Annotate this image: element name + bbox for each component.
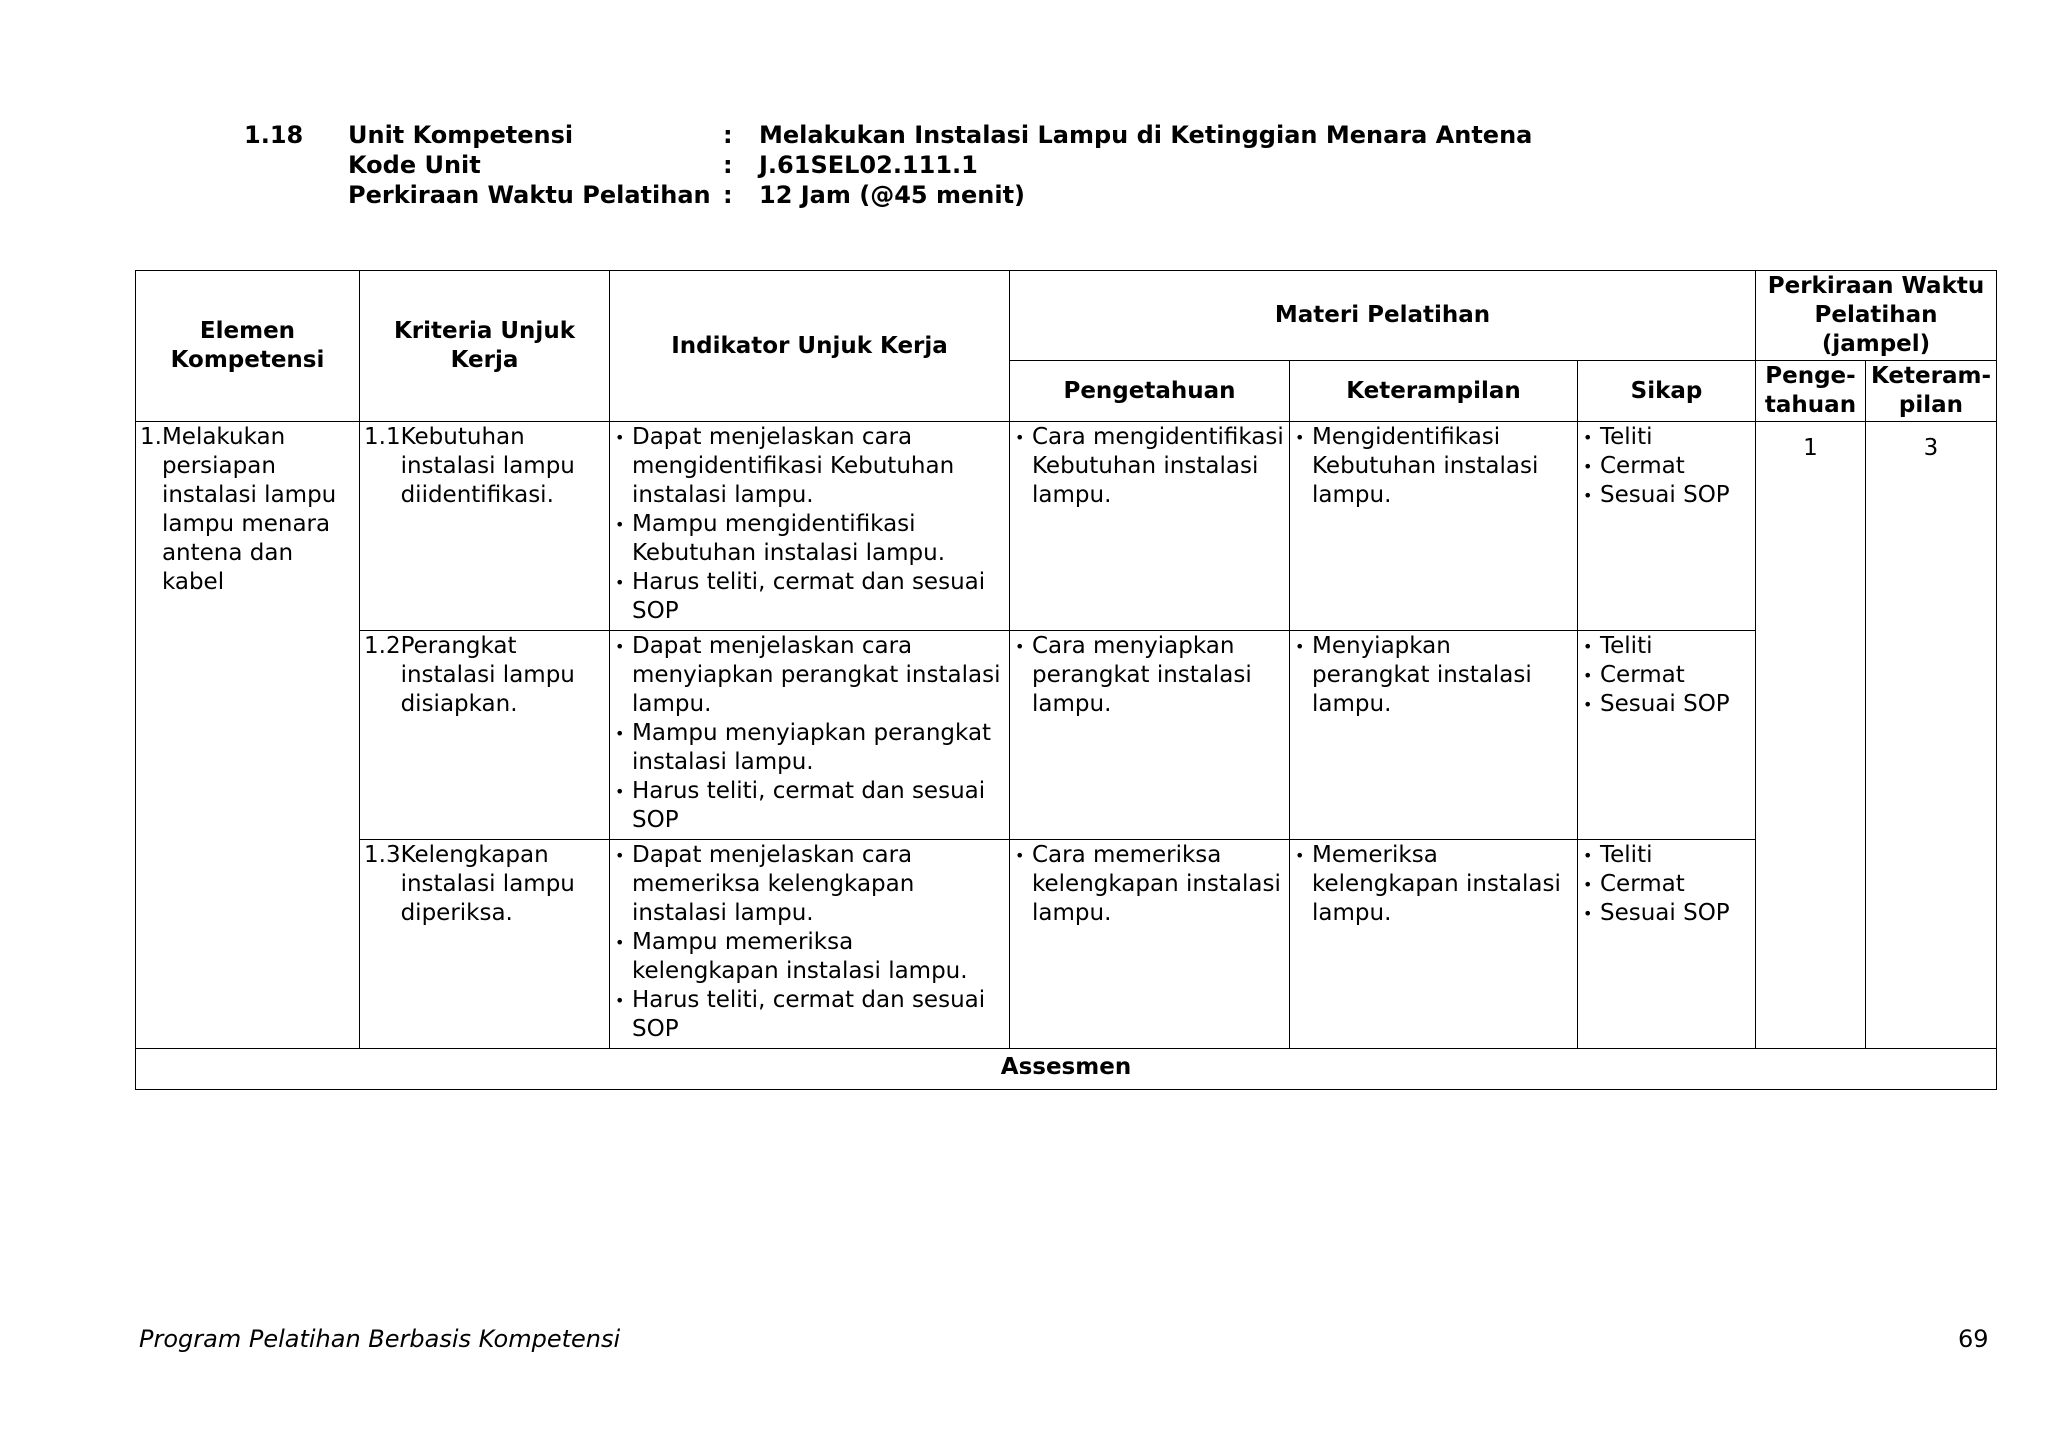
keterampilan-cell [1290, 422, 1578, 631]
kriteria-text: Kelengkapan instalasi lampu diperiksa. [400, 842, 575, 926]
kriteria-text: Perangkat instalasi lampu disiapkan. [400, 633, 575, 717]
list-item: • Harus teliti, cermat dan sesuai SOP [614, 568, 1005, 626]
header-waktu: Perkiraan Waktu Pelatihan (jampel) [1756, 271, 1997, 361]
element-cell [136, 422, 360, 1049]
list-item: • Dapat menjelaskan cara mengidentifikasi Kebutuhan instalasi lampu. [614, 423, 1005, 510]
list-item: • Harus teliti, cermat dan sesuai SOP [614, 777, 1005, 835]
list-item: • Cermat [1582, 870, 1751, 899]
kriteria-text: Kebutuhan instalasi lampu diidentifikasi. [400, 424, 575, 508]
header-value: J.61SEL02.111.1 [759, 151, 978, 179]
list-item: • Mampu memeriksa kelengkapan instalasi lampu. [614, 928, 1005, 986]
assesmen-row: Assesmen [136, 1049, 1997, 1090]
list-item: • Memeriksa kelengkapan instalasi lampu. [1294, 841, 1573, 928]
kriteria-cell [360, 840, 610, 1049]
header-label: Perkiraan Waktu Pelatihan [348, 181, 711, 209]
page-number: 69 [1958, 1325, 1989, 1353]
header-colon: : [723, 151, 733, 179]
list-item: • Dapat menjelaskan cara memeriksa kelengkapan instalasi lampu. [614, 841, 1005, 928]
header-keterampilan: Keterampilan [1290, 361, 1578, 422]
list-item: • Mampu mengidentifikasi Kebutuhan instalasi lampu. [614, 510, 1005, 568]
list-item: • Mengidentifikasi Kebutuhan instalasi lampu. [1294, 423, 1573, 510]
unit-number: 1.18 [244, 121, 304, 149]
list-item: • Mampu menyiapkan perangkat instalasi lampu. [614, 719, 1005, 777]
table-row [136, 422, 1997, 631]
header-value: Melakukan Instalasi Lampu di Ketinggian Menara Antena [759, 121, 1533, 149]
sikap-cell [1578, 840, 1756, 1049]
list-item: • Cermat [1582, 452, 1751, 481]
indikator-cell [610, 840, 1010, 1049]
pengetahuan-cell [1010, 631, 1290, 840]
kriteria-cell [360, 631, 610, 840]
list-item: • Menyiapkan perangkat instalasi lampu. [1294, 632, 1573, 719]
list-item: • Dapat menjelaskan cara menyiapkan perangkat instalasi lampu. [614, 632, 1005, 719]
list-item: • Teliti [1582, 632, 1751, 661]
list-item: • Cara menyiapkan perangkat instalasi lampu. [1014, 632, 1285, 719]
header-row-kode [244, 150, 1532, 180]
header-pengetahuan: Pengetahuan [1010, 361, 1290, 422]
list-item: • Harus teliti, cermat dan sesuai SOP [614, 986, 1005, 1044]
header-jp-pengetahuan: Penge-tahuan [1756, 361, 1866, 422]
list-item: • Cara mengidentifikasi Kebutuhan instalasi lampu. [1014, 423, 1285, 510]
kriteria-number: 1.3 [364, 842, 401, 868]
element-number: 1. [140, 424, 162, 450]
header-jp-keterampilan: Keteram-pilan [1866, 361, 1997, 422]
header-label: Kode Unit [348, 151, 481, 179]
header-colon: : [723, 181, 733, 209]
header-row-unit [244, 120, 1532, 150]
list-item: • Sesuai SOP [1582, 899, 1751, 928]
list-item: • Teliti [1582, 423, 1751, 452]
sikap-cell [1578, 631, 1756, 840]
pengetahuan-cell [1010, 840, 1290, 1049]
unit-header [244, 120, 1532, 210]
header-indikator: Indikator Unjuk Kerja [610, 271, 1010, 422]
kriteria-number: 1.1 [364, 424, 401, 450]
indikator-cell [610, 422, 1010, 631]
footer-program-title: Program Pelatihan Berbasis Kompetensi [139, 1325, 621, 1353]
table-row [136, 1049, 1997, 1090]
header-materi: Materi Pelatihan [1010, 271, 1756, 361]
header-elemen: Elemen Kompetensi [136, 271, 360, 422]
kriteria-number: 1.2 [364, 633, 401, 659]
list-item: • Sesuai SOP [1582, 690, 1751, 719]
jampel-keterampilan: 3 [1866, 422, 1997, 1049]
header-label: Unit Kompetensi [348, 121, 574, 149]
element-text: Melakukan persiapan instalasi lampu lampu menara antena dan kabel [161, 424, 337, 595]
jampel-pengetahuan: 1 [1756, 422, 1866, 1049]
indikator-cell [610, 631, 1010, 840]
header-row-waktu [244, 180, 1532, 210]
table-row [136, 840, 1997, 1049]
list-item: • Teliti [1582, 841, 1751, 870]
pengetahuan-cell [1010, 422, 1290, 631]
header-sikap: Sikap [1578, 361, 1756, 422]
list-item: • Cermat [1582, 661, 1751, 690]
table-row [136, 631, 1997, 840]
list-item: • Cara memeriksa kelengkapan instalasi lampu. [1014, 841, 1285, 928]
sikap-cell [1578, 422, 1756, 631]
kriteria-cell [360, 422, 610, 631]
list-item: • Sesuai SOP [1582, 481, 1751, 510]
header-colon: : [723, 121, 733, 149]
header-value: 12 Jam (@45 menit) [759, 181, 1026, 209]
keterampilan-cell [1290, 840, 1578, 1049]
header-kriteria: Kriteria Unjuk Kerja [360, 271, 610, 422]
competency-table [135, 270, 1997, 1090]
keterampilan-cell [1290, 631, 1578, 840]
